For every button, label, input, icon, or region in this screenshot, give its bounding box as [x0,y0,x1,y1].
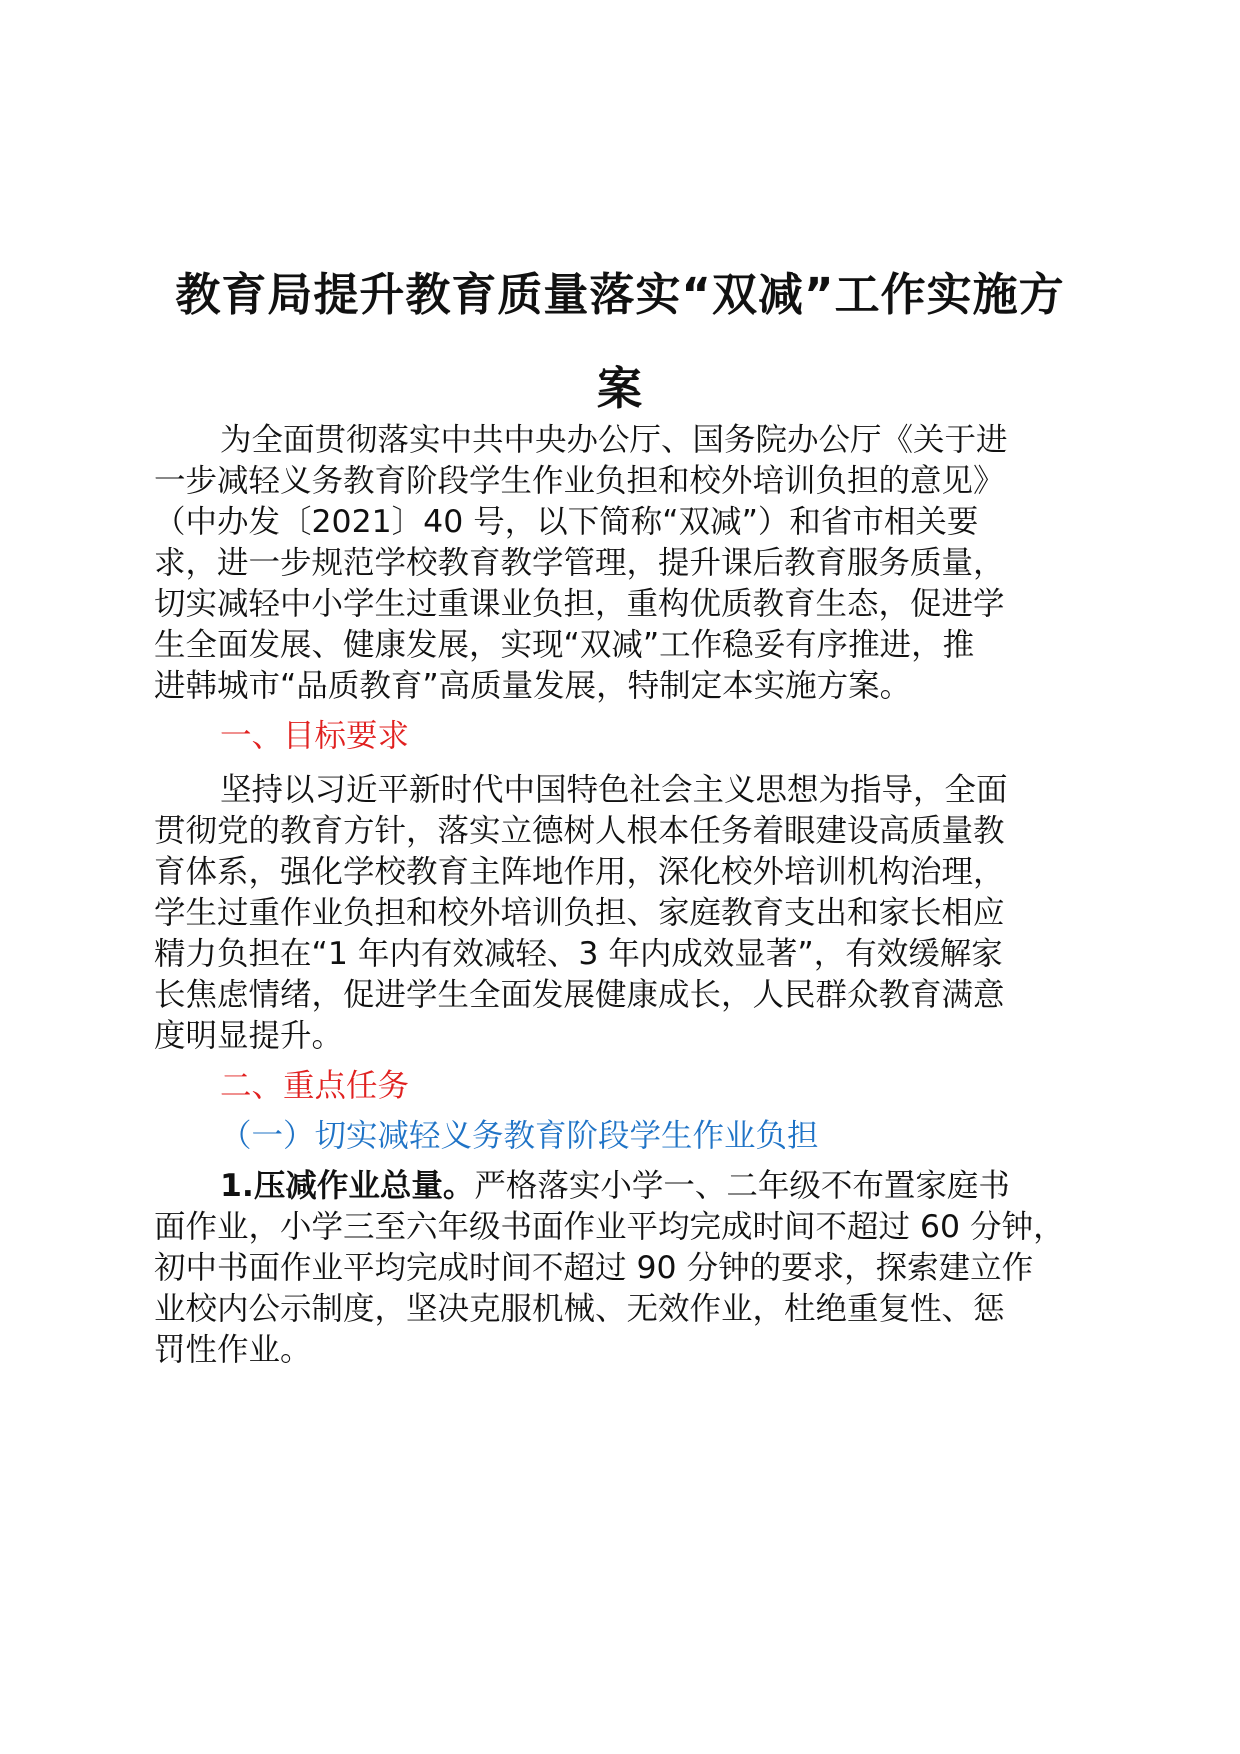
intro-paragraph-line: 为全面贯彻落实中共中央办公厅、国务院办公厅《关于进 [220,422,1008,458]
item-1-line: 罚性作业。 [154,1332,312,1368]
goals-paragraph-line: 贯彻党的教育方针，落实立德树人根本任务着眼建设高质量教 [154,813,1005,849]
goals-paragraph-line: 度明显提升。 [154,1018,344,1054]
intro-paragraph-line: 切实减轻中小学生过重课业负担，重构优质教育生态，促进学 [154,586,1005,622]
goals-paragraph-line: 坚持以习近平新时代中国特色社会主义思想为指导，全面 [220,772,1008,808]
subsection-heading-homework-burden: （一）切实减轻义务教育阶段学生作业负担 [220,1118,819,1154]
item-1-first-line [220,1164,1160,1208]
intro-paragraph-line: 进韩城市“品质教育”高质量发展，特制定本实施方案。 [154,668,912,704]
intro-paragraph-line: 生全面发展、健康发展，实现“双减”工作稳妥有序推进，推 [154,627,975,663]
goals-paragraph-line: 育体系，强化学校教育主阵地作用，深化校外培训机构治理， [154,854,1005,890]
document-title-line-2: 案 [596,362,643,415]
goals-paragraph-line: 精力负担在“1 年内有效减轻、3 年内成效显著”，有效缓解家 [154,936,1003,972]
goals-paragraph-line: 长焦虑情绪，促进学生全面发展健康成长，人民群众教育满意 [154,977,1005,1013]
document-title-line-1: 教育局提升教育质量落实“双减”工作实施方 [175,268,1065,321]
item-1-line: 初中书面作业平均完成时间不超过 90 分钟的要求，探索建立作 [154,1250,1034,1286]
intro-paragraph-line: 求，进一步规范学校教育教学管理，提升课后教育服务质量， [154,545,1005,581]
section-heading-goals: 一、目标要求 [220,718,410,754]
intro-paragraph-line: （中办发〔2021〕40 号，以下简称“双减”）和省市相关要 [154,504,979,540]
goals-paragraph-line: 学生过重作业负担和校外培训负担、家庭教育支出和家长相应 [154,895,1005,931]
item-1-first-line-text: 严格落实小学一、二年级不布置家庭书 [474,1168,1010,1204]
item-1-label: 1.压减作业总量。 [220,1168,475,1204]
item-1-line: 面作业，小学三至六年级书面作业平均完成时间不超过 60 分钟， [154,1209,1065,1245]
section-heading-key-tasks: 二、重点任务 [220,1068,410,1104]
item-1-line: 业校内公示制度，坚决克服机械、无效作业，杜绝重复性、惩 [154,1291,1005,1327]
intro-paragraph-line: 一步减轻义务教育阶段学生作业负担和校外培训负担的意见》 [154,463,1005,499]
